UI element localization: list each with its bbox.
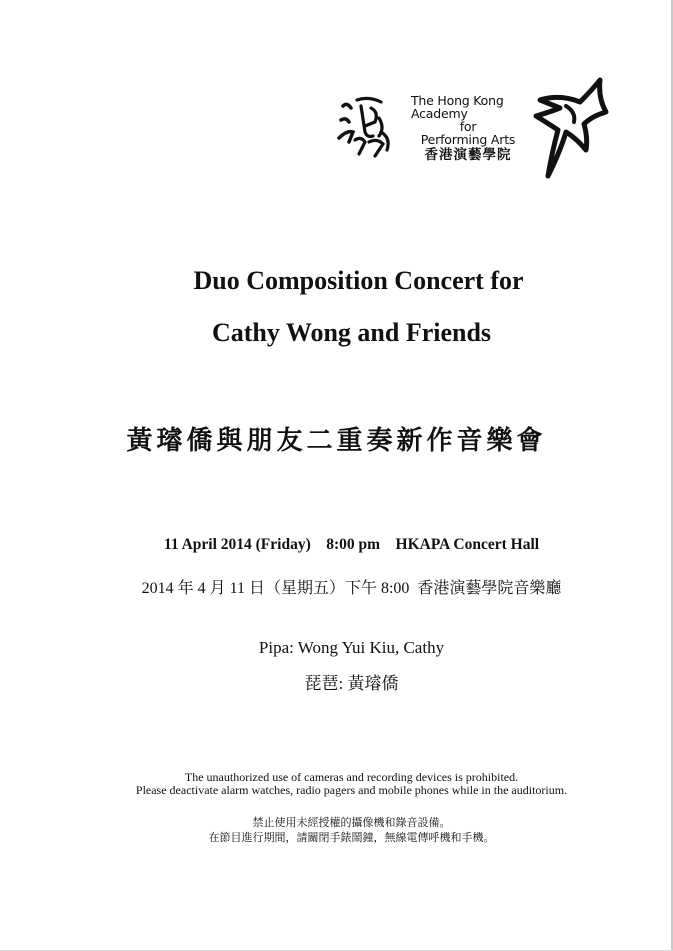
- academy-name-en-line1: The Hong Kong Academy: [411, 93, 504, 121]
- academy-logo: [335, 72, 615, 182]
- concert-title-zh: 黃璿僑與朋友二重奏新作音樂會: [126, 426, 547, 456]
- academy-name-en-line3: Performing Arts: [420, 132, 516, 147]
- notice-zh-line2: 在節目進行期間，請關閉手錶鬧鐘，無線電傳呼機和手機。: [208, 831, 495, 844]
- event-details-zh: 2014 年 4 月 11 日（星期五）下午 8:00 香港演藝學院音樂廳: [141, 580, 562, 597]
- notice-en-line2: Please deactivate alarm watches, radio pagers and mobile phones while in the auditorium.: [135, 783, 568, 797]
- performer-en: Pipa: Wong Yui Kiu, Cathy: [258, 638, 445, 657]
- concert-title-line1: Duo Composition Concert for: [193, 266, 524, 295]
- academy-name-zh: 香港演藝學院: [424, 147, 512, 163]
- star-brushstroke-icon: [530, 72, 615, 182]
- event-details-en: 11 April 2014 (Friday) 8:00 pm HKAPA Concert Hall: [163, 536, 540, 553]
- academy-name-en-line2: for: [459, 119, 477, 134]
- concert-title-line2: Cathy Wong and Friends: [211, 318, 492, 347]
- notice-en-line1: The unauthorized use of cameras and recording devices is prohibited.: [184, 770, 519, 784]
- notice-zh-line1: 禁止使用未經授權的攝像機和錄音設備。: [252, 816, 451, 829]
- performer-zh: 琵琶: 黃璿僑: [304, 674, 399, 693]
- academy-name: [383, 94, 553, 162]
